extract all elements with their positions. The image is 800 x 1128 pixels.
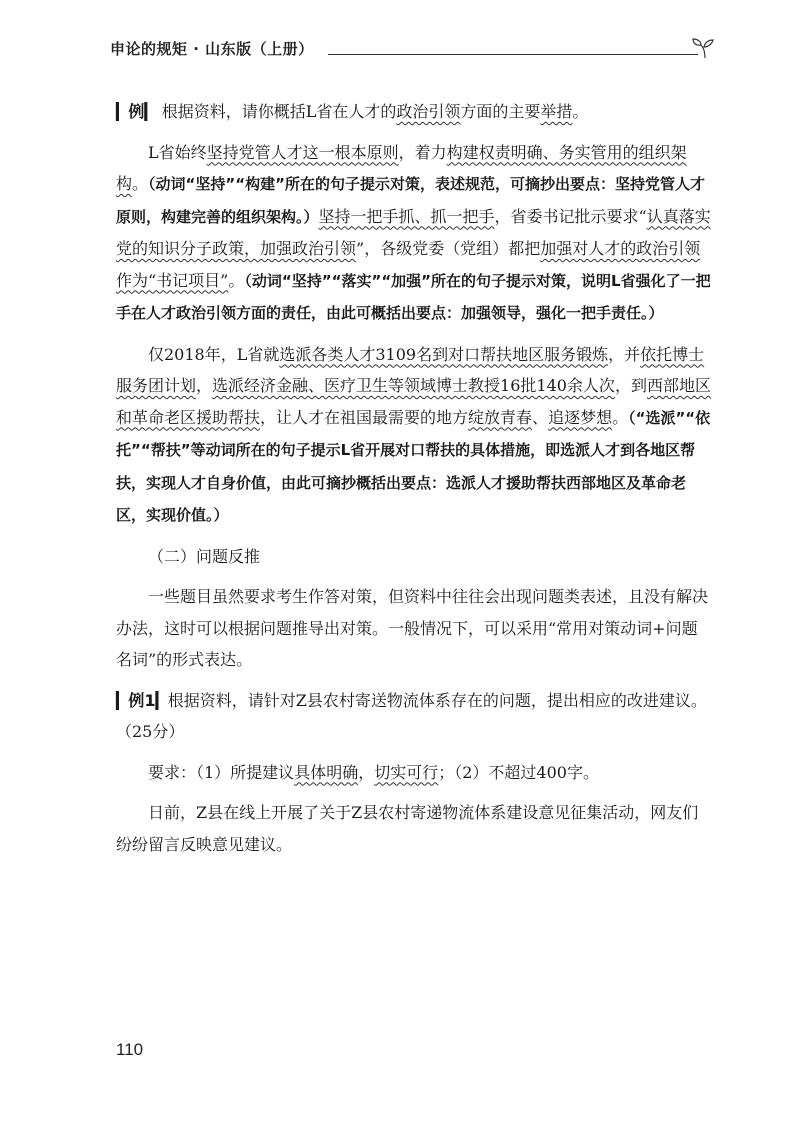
keyword-mark: 举措 [540, 102, 573, 121]
material-paragraph-2: 仅2018年，L省就选派各类人才3109名到对口帮扶地区服务锻炼，并依托博士服务团计划，选派经济金融、医疗卫生等领域博士教授16批140余人次，到西部地区和革命老区援助帮扶，让人才在祖国最需要的地方绽放青春、追逐梦想。（“选派”“依托”“帮扶”等动词所在的句子提示L省开展对口帮扶的具体措施，即选派人才到各地区帮扶，实现人才自身价值，由此可摘抄概括出要点：选派人才援助帮扶西部地区及革命老区，实现价值。） [116, 344, 711, 524]
section-body: 一些题目虽然要求考生作答对策，但资料中往往会出现问题类表述，且没有解决办法，这时可以根据问题推导出对策。一般情况下，可以采用“常用对策动词+问题名词”的形式表达。 [116, 587, 709, 669]
page-body [116, 96, 712, 860]
running-header [110, 34, 720, 64]
requirements: 要求：（1）所提建议具体明确，切实可行；（2）不超过400字。 [148, 762, 599, 782]
material-paragraph-3: 日前，Z县在线上开展了关于Z县农村寄递物流体系建设意见征集活动，网友们纷纷留言反映意见建议。 [116, 803, 699, 854]
example-label: ▎例▎ [116, 102, 157, 121]
sprout-icon [690, 36, 720, 60]
section-heading: （二）问题反推 [148, 546, 261, 566]
example-question: ▎例▎ 根据资料，请你概括L省在人才的政治引领方面的主要举措。 [116, 102, 589, 121]
material-paragraph-1: L省始终坚持党管人才这一根本原则，着力构建权责明确、务实管用的组织架构。（动词“坚持”“构建”所在的句子提示对策，表述规范，可摘抄出要点：坚持党管人才原则，构建完善的组织架构。）坚持一把手抓、抓一把手，省委书记批示要求“认真落实党的知识分子政策，加强政治引领”，各级党委（党组）都把加强对人才的政治引领作为“书记项目”。（动词“坚持”“落实”“加强”所在的句子提示对策，说明L省强化了一把手在人才政治引领方面的责任，由此可概括出要点：加强领导，强化一把手责任。） [116, 142, 711, 322]
analysis-note: （“选派”“依托”“帮扶”等动词所在的句子提示L省开展对口帮扶的具体措施，即选派人才到各地区帮扶，实现人才自身价值，由此可摘抄概括出要点：选派人才援助帮扶西部地区及革命老区，实现价值。） [116, 408, 711, 524]
example-label: ▎例1▎ [116, 690, 168, 710]
example-question-2: ▎例1▎根据资料，请针对Z县农村寄送物流体系存在的问题，提出相应的改进建议。（25分） [116, 690, 707, 741]
header-rule [328, 54, 698, 55]
page-number: 110 [116, 1040, 144, 1059]
keyword-mark: 政治引领 [396, 102, 461, 121]
book-title: 申论的规矩 · 山东版（上册） [110, 40, 314, 58]
analysis-note: （动词“坚持”“落实”“加强”所在的句子提示对策，说明L省强化了一把手在人才政治引领方面的责任，由此可概括出要点：加强领导，强化一把手责任。） [116, 271, 711, 322]
analysis-note: （动词“坚持”“构建”所在的句子提示对策，表述规范，可摘抄出要点：坚持党管人才原则，构建完善的组织架构。） [116, 175, 705, 226]
